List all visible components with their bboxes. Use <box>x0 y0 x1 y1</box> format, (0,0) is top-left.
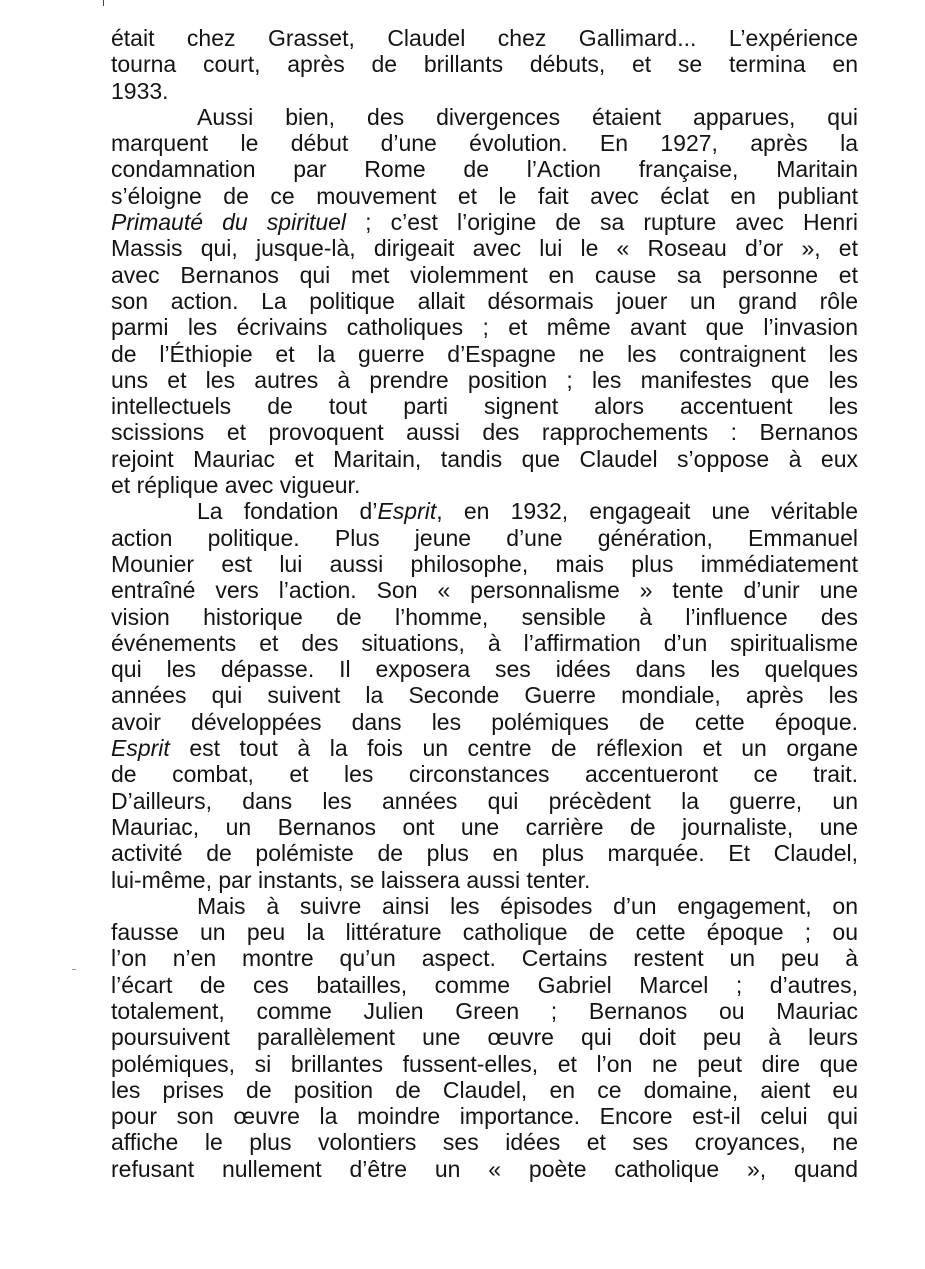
text-line: avoir développées dans les polémiques de cette époque. <box>111 708 858 735</box>
text-line: avec Bernanos qui met violemment en cause sa personne et <box>111 261 858 288</box>
text-line: affiche le plus volontiers ses idées et ses croyances, ne <box>111 1129 858 1156</box>
text-line: tourna court, après de brillants débuts, et se termina en <box>111 51 858 78</box>
text-line: marquent le début d’une évolution. En 1927, après la <box>111 130 858 157</box>
text-line: l’on n’en montre qu’un aspect. Certains restent un peu à <box>111 945 858 972</box>
text-line: refusant nullement d’être un « poète catholique », quand <box>111 1155 858 1182</box>
text-line: intellectuels de tout parti signent alors accentuent les <box>111 393 858 420</box>
text-line-with-title: Esprit est tout à la fois un centre de réflexion et un organe <box>111 735 858 762</box>
text-line: totalement, comme Julien Green ; Bernanos ou Mauriac <box>111 997 858 1024</box>
text-line: Massis qui, jusque-là, dirigeait avec lui le « Roseau d’or », et <box>111 235 858 262</box>
text-line: rejoint Mauriac et Maritain, tandis que Claudel s’oppose à eux <box>111 445 858 472</box>
margin-mark <box>72 969 76 970</box>
text-line: fausse un peu la littérature catholique de cette époque ; ou <box>111 919 858 946</box>
text-line: pour son œuvre la moindre importance. Encore est-il celui qui <box>111 1103 858 1130</box>
italic-title: Primauté du spirituel <box>111 209 347 236</box>
text-line: entraîné vers l’action. Son « personnalisme » tente d’unir une <box>111 577 858 604</box>
text-line: 1933. <box>111 77 169 104</box>
text-line-with-title: La fondation d’Esprit, en 1932, engageait une véritable <box>197 498 858 525</box>
text-line: s’éloigne de ce mouvement et le fait avec éclat en publiant <box>111 182 858 209</box>
text-line: polémiques, si brillantes fussent-elles, et l’on ne peut dire que <box>111 1050 858 1077</box>
text-line: scissions et provoquent aussi des rapprochements : Bernanos <box>111 419 858 446</box>
body-text <box>111 25 858 1182</box>
text-line: Mauriac, un Bernanos ont une carrière de journaliste, une <box>111 813 858 840</box>
text-line: D’ailleurs, dans les années qui précèdent la guerre, un <box>111 787 858 814</box>
text-line: action politique. Plus jeune d’une génération, Emmanuel <box>111 524 858 551</box>
text-line: était chez Grasset, Claudel chez Gallimard... L’expérience <box>111 25 858 51</box>
page-edge-mark <box>103 0 104 6</box>
text-line: les prises de position de Claudel, en ce domaine, aient eu <box>111 1076 858 1103</box>
text-line: Mais à suivre ainsi les épisodes d’un engagement, on <box>197 892 858 919</box>
text-line: uns et les autres à prendre position ; les manifestes que les <box>111 366 858 393</box>
text-line: son action. La politique allait désormais jouer un grand rôle <box>111 287 858 314</box>
text-line: lui-même, par instants, se laissera aussi tenter. <box>111 866 591 893</box>
text-line: Mounier est lui aussi philosophe, mais plus immédiatement <box>111 550 858 577</box>
text-line: et réplique avec vigueur. <box>111 472 361 499</box>
text-line: parmi les écrivains catholiques ; et même avant que l’invasion <box>111 314 858 341</box>
paragraph-1 <box>111 25 858 104</box>
text-line: de l’Éthiopie et la guerre d’Espagne ne les contraignent les <box>111 340 858 367</box>
text-line: années qui suivent la Seconde Guerre mondiale, après les <box>111 682 858 709</box>
italic-title: Esprit <box>111 735 170 762</box>
text-line: qui les dépasse. Il exposera ses idées dans les quelques <box>111 656 858 683</box>
text-line: l’écart de ces batailles, comme Gabriel Marcel ; d’autres, <box>111 971 858 998</box>
text-line: activité de polémiste de plus en plus marquée. Et Claudel, <box>111 840 858 867</box>
paragraph-4 <box>111 893 858 1182</box>
text-line: poursuivent parallèlement une œuvre qui doit peu à leurs <box>111 1024 858 1051</box>
text-line: vision historique de l’homme, sensible à l’influence des <box>111 603 858 630</box>
text-line: condamnation par Rome de l’Action française, Maritain <box>111 156 858 183</box>
italic-title: Esprit <box>377 498 437 525</box>
text-line: de combat, et les circonstances accentueront ce trait. <box>111 761 858 788</box>
paragraph-2 <box>111 104 858 498</box>
text-line: Aussi bien, des divergences étaient apparues, qui <box>197 103 858 130</box>
paragraph-3 <box>111 498 858 892</box>
text-line-with-title: Primauté du spirituel ; c’est l’origine de sa rupture avec Henri <box>111 209 858 236</box>
text-line: événements et des situations, à l’affirmation d’un spiritualisme <box>111 629 858 656</box>
